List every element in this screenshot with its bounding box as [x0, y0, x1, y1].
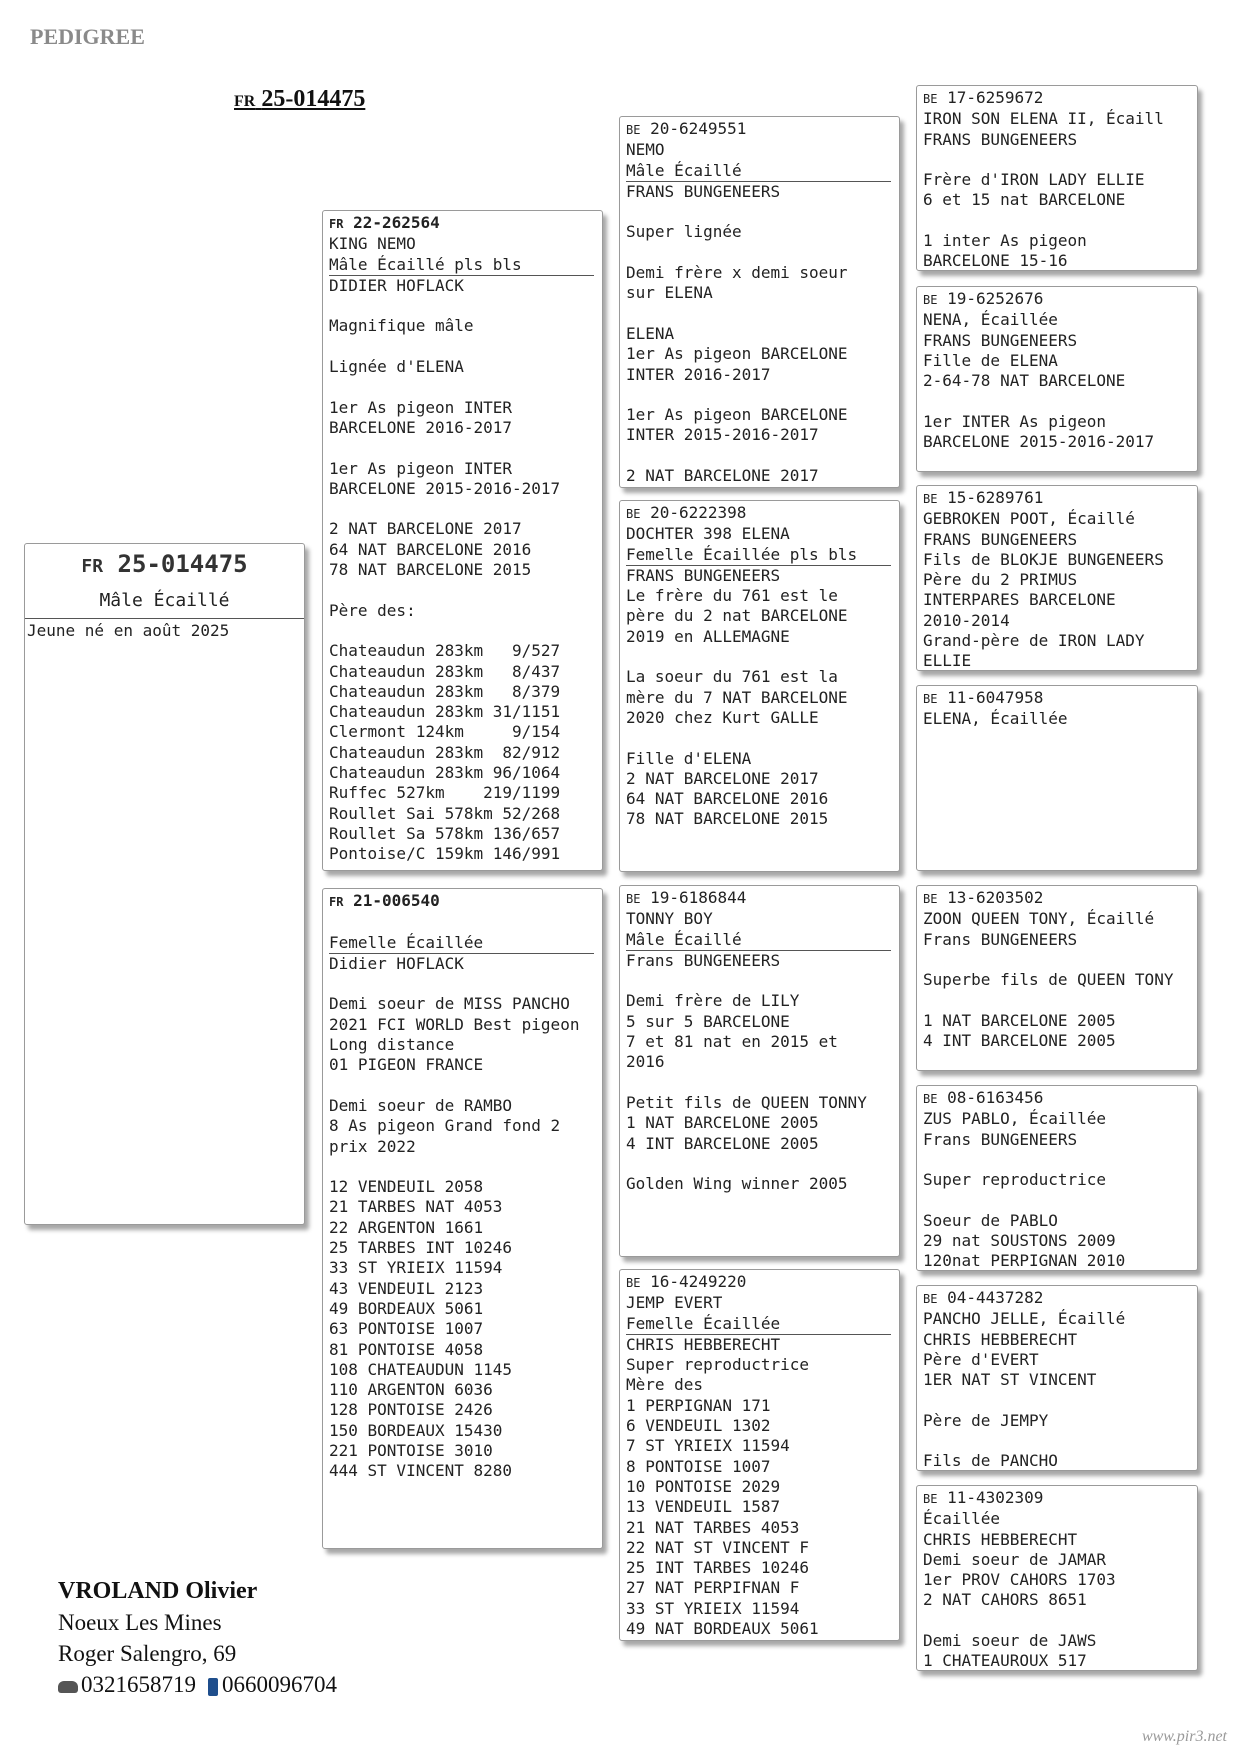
pedigree-line: 49 BORDEAUX 5061 — [329, 1298, 484, 1318]
pedigree-line: Petit fils de QUEEN TONNY — [626, 1092, 867, 1112]
gg-card — [916, 885, 1198, 1071]
pedigree-line: Demi soeur de JAMAR — [923, 1549, 1107, 1569]
pedigree-line: 49 NAT BORDEAUX 5061 — [626, 1619, 819, 1639]
pedigree-line: prix 2022 — [329, 1136, 416, 1156]
pedigree-line — [923, 1390, 1191, 1410]
pedigree-line: Roullet Sai 578km 52/268 — [329, 803, 561, 823]
pedigree-line: Chateaudun 283km 9/527 — [329, 641, 561, 661]
pedigree-line: IRON SON ELENA II, Écaill — [923, 109, 1164, 129]
pedigree-line: Demi soeur de JAWS — [923, 1631, 1097, 1651]
pedigree-line: FRANS BUNGENEERS — [923, 129, 1078, 149]
pedigree-line: 8 As pigeon Grand fond 2 — [329, 1116, 561, 1136]
father-name: KING NEMO — [329, 234, 416, 254]
pedigree-line: 78 NAT BARCELONE 2015 — [626, 809, 829, 829]
mf-card: BE 19-6186844 TONNY BOY Mâle Écaillé Frans BUNGENEERS Demi frère de LILY 5 sur 5 BARCELONE 7 et 81 nat en 2015 et 2016 Petit fils de QUEEN TONNY 1 NAT BARCELONE 2005 4 INT BARCELONE 2005 Golden Wing winner 2005 — [619, 885, 900, 1257]
pedigree-line: 150 BORDEAUX 15430 — [329, 1420, 503, 1440]
pedigree-line — [923, 950, 1191, 970]
pedigree-line: 63 PONTOISE 1007 — [329, 1319, 484, 1339]
pedigree-line: Chateaudun 283km 31/1151 — [329, 702, 561, 722]
pedigree-line: Ruffec 527km 219/1199 — [329, 783, 561, 803]
pedigree-line: FRANS BUNGENEERS — [626, 565, 781, 585]
pedigree-line: 2016 — [626, 1052, 665, 1072]
gg-card — [916, 1485, 1198, 1671]
pedigree-line: Père de JEMPY — [923, 1410, 1049, 1430]
pedigree-line: Roullet Sa 578km 136/657 — [329, 823, 561, 843]
pedigree-line: 25 TARBES INT 10246 — [329, 1238, 513, 1258]
pedigree-line: 1 NAT BARCELONE 2005 — [626, 1113, 819, 1133]
father-card — [322, 210, 603, 871]
pedigree-line: ZUS PABLO, Écaillée — [923, 1109, 1107, 1129]
gg-ring: BE 08-6163456 — [923, 1088, 1044, 1107]
pedigree-line: 2019 en ALLEMAGNE — [626, 626, 790, 646]
pedigree-line: Chateaudun 283km 96/1064 — [329, 763, 561, 783]
owner-name: VROLAND Olivier — [58, 1578, 258, 1604]
page-title: PEDIGREE — [30, 24, 145, 49]
pedigree-line: Super reproductrice — [626, 1355, 810, 1375]
pedigree-line: ELLIE — [923, 651, 972, 671]
pedigree-line: Demi frère de LILY — [626, 991, 800, 1011]
pedigree-line: Lignée d'ELENA — [329, 357, 464, 377]
pedigree-line: 81 PONTOISE 4058 — [329, 1339, 484, 1359]
mobile-phone-icon — [208, 1678, 218, 1696]
gg-card — [916, 685, 1198, 871]
pedigree-line — [626, 1154, 893, 1174]
pedigree-line: 22 NAT ST VINCENT F — [626, 1537, 810, 1557]
pedigree-line: père du 2 nat BARCELONE — [626, 606, 848, 626]
pedigree-line — [329, 499, 596, 519]
pedigree-line: Frère d'IRON LADY ELLIE — [923, 170, 1145, 190]
pedigree-line: Écaillée — [923, 1509, 1001, 1529]
mother-name — [329, 912, 596, 932]
pedigree-line: Chateaudun 283km 82/912 — [329, 742, 561, 762]
pedigree-line: Soeur de PABLO — [923, 1210, 1058, 1230]
pedigree-line: 7 et 81 nat en 2015 et — [626, 1032, 838, 1052]
pedigree-line: Didier HOFLACK — [329, 953, 464, 973]
pedigree-line: 13 VENDEUIL 1587 — [626, 1497, 781, 1517]
mother-ring: FR 21-006540 — [329, 891, 440, 910]
gg-ring: BE 19-6252676 — [923, 289, 1044, 308]
pedigree-line: CHRIS HEBBERECHT — [923, 1529, 1078, 1549]
pedigree-line: Fils de PANCHO — [923, 1451, 1058, 1471]
ff-card: BE 20-6249551 NEMO Mâle Écaillé FRANS BUNGENEERS Super lignée Demi frère x demi soeur sur ELENA ELENA 1er As pigeon BARCELONE INTER 2016-2017 1er As pigeon BARCELONE INTER 2015-2016-2017 2 NAT BARCELONE 2017 — [619, 116, 900, 488]
mother-color: Femelle Écaillée — [329, 933, 594, 954]
pedigree-line: ZOON QUEEN TONY, Écaillé — [923, 909, 1155, 929]
gg-ring: BE 17-6259672 — [923, 88, 1044, 107]
pedigree-line: Golden Wing winner 2005 — [626, 1174, 848, 1194]
pedigree-line: 4 INT BARCELONE 2005 — [923, 1031, 1116, 1051]
pedigree-line: 12 VENDEUIL 2058 — [329, 1177, 484, 1197]
owner-block — [58, 1576, 337, 1700]
pedigree-line — [329, 621, 596, 641]
gg-ring: BE 11-4302309 — [923, 1488, 1044, 1507]
pedigree-line: Magnifique mâle — [329, 316, 474, 336]
pedigree-line: 1 NAT BARCELONE 2005 — [923, 1010, 1116, 1030]
pedigree-line — [329, 377, 596, 397]
gg-card — [916, 1285, 1198, 1471]
pedigree-line — [626, 971, 893, 991]
pedigree-line: 221 PONTOISE 3010 — [329, 1441, 493, 1461]
gg-card — [916, 286, 1198, 472]
pedigree-line: CHRIS HEBBERECHT — [626, 1334, 781, 1354]
gg-card — [916, 485, 1198, 671]
pedigree-line: BARCELONE 15-16 — [923, 251, 1068, 271]
pedigree-line: Fille de ELENA — [923, 350, 1058, 370]
pedigree-line: 5 sur 5 BARCELONE — [626, 1011, 790, 1031]
pedigree-line: 4 INT BARCELONE 2005 — [626, 1133, 819, 1153]
pedigree-line: 1er PROV CAHORS 1703 — [923, 1570, 1116, 1590]
gg-ring: BE 15-6289761 — [923, 488, 1044, 507]
pedigree-line: Grand-père de IRON LADY — [923, 631, 1145, 651]
pedigree-line — [329, 438, 596, 458]
pedigree-line: 2-64-78 NAT BARCELONE — [923, 371, 1126, 391]
pedigree-line: 444 ST VINCENT 8280 — [329, 1461, 513, 1481]
pedigree-line: Père des: — [329, 600, 416, 620]
pedigree-line — [923, 1190, 1191, 1210]
owner-mobile: 0660096704 — [222, 1672, 337, 1697]
pedigree-line: Long distance — [329, 1035, 455, 1055]
pedigree-line: sur ELENA — [626, 283, 713, 303]
pedigree-line: 01 PIGEON FRANCE — [329, 1055, 484, 1075]
pedigree-line: Demi frère x demi soeur — [626, 263, 848, 283]
pedigree-line: 64 NAT BARCELONE 2016 — [626, 789, 829, 809]
pedigree-line: FRANS BUNGENEERS — [626, 181, 781, 201]
pedigree-line: GEBROKEN POOT, Écaillé — [923, 509, 1135, 529]
pedigree-line: NENA, Écaillée — [923, 310, 1058, 330]
pedigree-line: 1 PERPIGNAN 171 — [626, 1395, 771, 1415]
pedigree-line: ELENA — [626, 323, 675, 343]
pedigree-line: BARCELONE 2016-2017 — [329, 417, 513, 437]
pedigree-line — [923, 1150, 1191, 1170]
pedigree-line: 64 NAT BARCELONE 2016 — [329, 539, 532, 559]
pedigree-line: 1er As pigeon INTER — [329, 397, 513, 417]
pedigree-line: 22 ARGENTON 1661 — [329, 1217, 484, 1237]
pedigree-line — [329, 580, 596, 600]
owner-phone: 0321658719 — [81, 1672, 196, 1697]
pedigree-line: FRANS BUNGENEERS — [923, 330, 1078, 350]
pedigree-line: mère du 7 NAT BARCELONE — [626, 687, 848, 707]
pedigree-line — [923, 211, 1191, 231]
pedigree-line: Fille d'ELENA — [626, 748, 752, 768]
telephone-icon — [58, 1681, 78, 1693]
pedigree-line: Frans BUNGENEERS — [626, 950, 781, 970]
pedigree-line — [923, 990, 1191, 1010]
pedigree-line: 2 NAT BARCELONE 2017 — [626, 768, 819, 788]
pedigree-line: CHRIS HEBBERECHT — [923, 1329, 1078, 1349]
pedigree-line — [923, 150, 1191, 170]
pedigree-line: Mère des — [626, 1375, 704, 1395]
pedigree-line — [626, 385, 893, 405]
pedigree-line: ELENA, Écaillée — [923, 709, 1068, 729]
pedigree-line: 1er INTER As pigeon — [923, 411, 1107, 431]
pedigree-line: Père du 2 PRIMUS — [923, 570, 1078, 590]
pedigree-line — [626, 243, 893, 263]
subject-sex: Mâle Écaillé — [25, 591, 304, 618]
pedigree-line: DIDIER HOFLACK — [329, 275, 464, 295]
pedigree-line: 29 nat SOUSTONS 2009 — [923, 1231, 1116, 1251]
pedigree-line — [329, 296, 596, 316]
pedigree-line: 21 TARBES NAT 4053 — [329, 1197, 503, 1217]
owner-phones — [58, 1669, 337, 1700]
pedigree-line: 120nat PERPIGNAN 2010 — [923, 1251, 1126, 1271]
pedigree-line: La soeur du 761 est la — [626, 667, 838, 687]
pedigree-line: FRANS BUNGENEERS — [923, 529, 1078, 549]
pedigree-line: Chateaudun 283km 8/437 — [329, 661, 561, 681]
pedigree-line: 2021 FCI WORLD Best pigeon — [329, 1014, 580, 1034]
pedigree-line: 1er As pigeon BARCELONE — [626, 405, 848, 425]
pedigree-line: 1 inter As pigeon — [923, 231, 1087, 251]
pedigree-line: 21 NAT TARBES 4053 — [626, 1517, 800, 1537]
pedigree-line: 2 NAT BARCELONE 2017 — [626, 466, 819, 486]
gg-card — [916, 1085, 1198, 1271]
pedigree-line: 6 VENDEUIL 1302 — [626, 1416, 771, 1436]
pedigree-line: 128 PONTOISE 2426 — [329, 1400, 493, 1420]
pedigree-line: 1 CHATEAUROUX 517 — [923, 1651, 1087, 1671]
pedigree-line: BARCELONE 2015-2016-2017 — [923, 432, 1155, 452]
pedigree-line: Frans BUNGENEERS — [923, 929, 1078, 949]
pedigree-line: 1er As pigeon INTER — [329, 458, 513, 478]
pedigree-line: 2 NAT BARCELONE 2017 — [329, 519, 522, 539]
pedigree-line: PANCHO JELLE, Écaillé — [923, 1309, 1126, 1329]
father-color: Mâle Écaillé pls bls — [329, 255, 594, 276]
gg-ring: BE 11-6047958 — [923, 688, 1044, 707]
pedigree-line: INTER 2016-2017 — [626, 364, 771, 384]
pedigree-line: BARCELONE 2015-2016-2017 — [329, 478, 561, 498]
pedigree-line — [626, 202, 893, 222]
gg-card — [916, 85, 1198, 271]
pedigree-line: Fils de BLOKJE BUNGENEERS — [923, 549, 1164, 569]
pedigree-line — [923, 1431, 1191, 1451]
pedigree-line: Demi soeur de MISS PANCHO — [329, 994, 570, 1014]
pedigree-line: 1ER NAT ST VINCENT — [923, 1370, 1097, 1390]
pedigree-line: 6 et 15 nat BARCELONE — [923, 190, 1126, 210]
pedigree-line — [923, 1611, 1191, 1631]
pedigree-line: 2010-2014 — [923, 610, 1010, 630]
pedigree-line — [626, 647, 893, 667]
pedigree-line: 110 ARGENTON 6036 — [329, 1380, 493, 1400]
pedigree-line: Super reproductrice — [923, 1170, 1107, 1190]
pedigree-line: Clermont 124km 9/154 — [329, 722, 561, 742]
mother-card — [322, 888, 603, 1549]
mm-card: BE 16-4249220 JEMP EVERT Femelle Écaillée CHRIS HEBBERECHT Super reproductrice Mère des 1 PERPIGNAN 171 6 VENDEUIL 1302 7 ST YRIEIX 11594 8 PONTOISE 1007 10 PONTOISE 2029 13 VENDEUIL 1587 21 NAT TARBES 4053 22 NAT ST VINCENT F 25 INT TARBES 10246 27 NAT PERPIFNAN F 33 ST YRIEIX 11594 49 NAT BORDEAUX 5061 — [619, 1269, 900, 1641]
header-ring: FR 25-014475 — [234, 86, 366, 112]
pedigree-line: Chateaudun 283km 8/379 — [329, 681, 561, 701]
pedigree-line: 33 ST YRIEIX 11594 — [626, 1598, 800, 1618]
subject-card — [24, 543, 305, 1225]
subject-ring: FR 25-014475 — [81, 550, 248, 578]
pedigree-line: 25 INT TARBES 10246 — [626, 1558, 810, 1578]
fm-card: BE 20-6222398 DOCHTER 398 ELENA Femelle Écaillée pls bls FRANS BUNGENEERS Le frère du 761 est le père du 2 nat BARCELONE 2019 en ALLEMAGNE La soeur du 761 est la mère du 7 NAT BARCELONE 2020 chez Kurt GALLE Fille d'ELENA 2 NAT BARCELONE 2017 64 NAT BARCELONE 2016 78 NAT BARCELONE 2015 — [619, 500, 900, 872]
pedigree-line: Superbe fils de QUEEN TONY — [923, 970, 1174, 990]
pedigree-line: 10 PONTOISE 2029 — [626, 1476, 781, 1496]
pedigree-line — [626, 446, 893, 466]
pedigree-line — [329, 1157, 596, 1177]
pedigree-line — [626, 728, 893, 748]
pedigree-line: 2020 chez Kurt GALLE — [626, 707, 819, 727]
pedigree-line: Super lignée — [626, 222, 742, 242]
pedigree-line — [329, 974, 596, 994]
pedigree-line: INTER 2015-2016-2017 — [626, 425, 819, 445]
father-ring: FR 22-262564 — [329, 213, 440, 232]
pedigree-line: INTERPARES BARCELONE — [923, 590, 1116, 610]
pedigree-line — [626, 1073, 893, 1093]
pedigree-line: 33 ST YRIEIX 11594 — [329, 1258, 503, 1278]
pedigree-line — [626, 304, 893, 324]
pedigree-line: Le frère du 761 est le — [626, 586, 838, 606]
pedigree-line: 1er As pigeon BARCELONE — [626, 344, 848, 364]
pedigree-line: Pontoise/C 159km 146/991 — [329, 844, 561, 864]
pedigree-line: 108 CHATEAUDUN 1145 — [329, 1359, 513, 1379]
pedigree-line: 8 PONTOISE 1007 — [626, 1456, 771, 1476]
gg-ring: BE 13-6203502 — [923, 888, 1044, 907]
pedigree-line — [329, 1076, 596, 1096]
pedigree-line — [923, 391, 1191, 411]
pedigree-line — [329, 337, 596, 357]
pedigree-line: Demi soeur de RAMBO — [329, 1095, 513, 1115]
pedigree-line: 2 NAT CAHORS 8651 — [923, 1590, 1087, 1610]
pedigree-line: Frans BUNGENEERS — [923, 1129, 1078, 1149]
owner-street: Roger Salengro, 69 — [58, 1641, 237, 1666]
footer-link[interactable]: www.pir3.net — [1141, 1728, 1227, 1745]
pedigree-line: Père d'EVERT — [923, 1349, 1039, 1369]
pedigree-line: 43 VENDEUIL 2123 — [329, 1278, 484, 1298]
pedigree-line: 78 NAT BARCELONE 2015 — [329, 560, 532, 580]
owner-city: Noeux Les Mines — [58, 1610, 222, 1635]
pedigree-line: 7 ST YRIEIX 11594 — [626, 1436, 790, 1456]
gg-ring: BE 04-4437282 — [923, 1288, 1044, 1307]
pedigree-line: 27 NAT PERPIFNAN F — [626, 1578, 800, 1598]
subject-note: Jeune né en août 2025 — [27, 620, 230, 640]
